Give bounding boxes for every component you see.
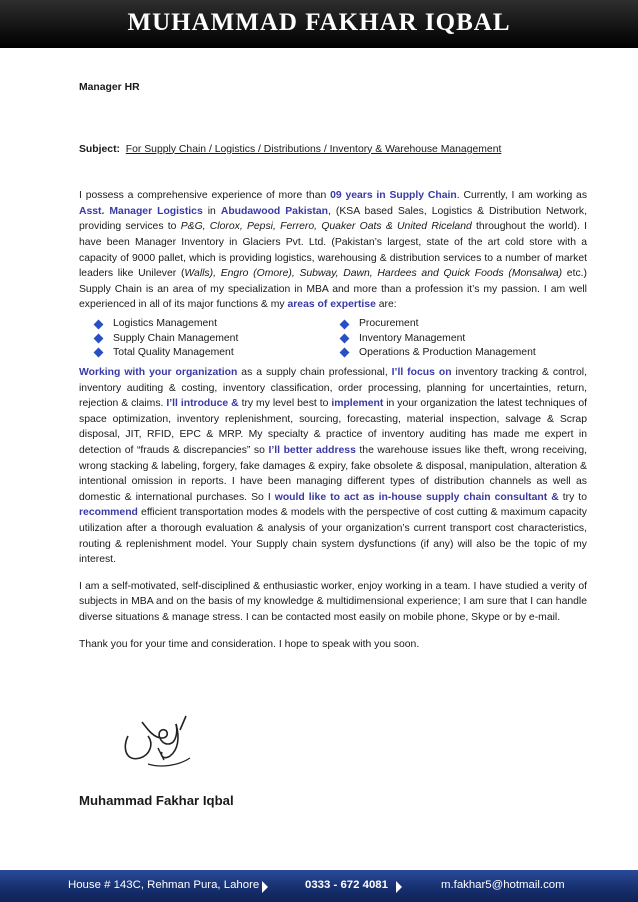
highlight-company: Abudawood Pakistan (220, 205, 328, 217)
highlight-recommend: recommend (79, 507, 138, 519)
diamond-bullet-icon (94, 348, 104, 358)
brands-list: P&G, Clorox, Pepsi, Ferrero, Quaker Oats & United Riceland (180, 221, 472, 233)
list-item: Procurement (339, 317, 585, 331)
highlight-introduce: I’ll introduce & (166, 398, 239, 410)
list-item: Inventory Management (339, 331, 585, 345)
diamond-bullet-icon (340, 348, 350, 358)
highlight-focus: I’ll focus on (391, 367, 452, 379)
footer-address: House # 143C, Rehman Pura, Lahore (68, 879, 260, 891)
signature-name: Muhammad Fakhar Iqbal (79, 793, 234, 808)
diamond-bullet-icon (94, 319, 104, 329)
highlight-consultant: would like to act as in-house supply chain consultant & (274, 491, 559, 503)
signature-image (118, 708, 213, 770)
highlight-working: Working with your organization (79, 367, 238, 379)
highlight-expertise: areas of expertise (287, 299, 376, 311)
expertise-list (93, 317, 587, 360)
recipient: Manager HR (79, 82, 140, 93)
diamond-bullet-icon (340, 319, 350, 329)
expertise-column-left (93, 317, 339, 360)
list-item: Supply Chain Management (93, 331, 339, 345)
highlight-implement: implement (331, 398, 384, 410)
list-item: Operations & Production Management (339, 346, 585, 360)
highlight-position: Asst. Manager Logistics (79, 205, 203, 217)
sender-name-title: MUHAMMAD FAKHAR IQBAL (127, 9, 511, 36)
arrow-right-icon (262, 881, 268, 893)
paragraph-closing: Thank you for your time and consideration. I hope to speak with you soon. (79, 638, 420, 650)
list-item: Total Quality Management (93, 346, 339, 360)
footer-phone[interactable]: 0333 - 672 4081 (305, 879, 388, 891)
expertise-column-right (339, 317, 585, 360)
footer-email[interactable]: m.fakhar5@hotmail.com (441, 879, 565, 891)
footer-contact-bar (0, 870, 638, 902)
highlight-address: I’ll better address (268, 445, 356, 457)
diamond-bullet-icon (340, 334, 350, 344)
paragraph-personal: I am a self-motivated, self-disciplined & enthusiastic worker, enjoy working in a team. I have studied a verity of subjects in MBA and on the basis of my knowledge & multidimensional experience; I am sure that I can handle diverse situations & manage stress. I can be contacted most easily on mobile phone, Skype or by e-mail. (79, 580, 587, 624)
subject-label: Subject: (79, 143, 120, 155)
diamond-bullet-icon (94, 334, 104, 344)
paragraph-experience: I possess a comprehensive experience of more than 09 years in Supply Chain. Currently, I am working as Asst. Manager Logistics in Abudawood Pakistan, (KSA based Sales, Logistics & Distribution Network, providing services to P&G, Clorox, Pepsi, Ferrero, Quaker Oats & United Riceland throughout the world). I have been Manager Inventory in Glaciers Pvt. Ltd. (Pakistan’s largest, state of the art cold store with a capacity of 9000 pallet, which is providing logistics, warehousing & distribution services to a number of market leaders like Unilever (Walls), Engro (Omore), Subway, Dawn, Hardees and Quick Foods (Monsalwa) etc.) Supply Chain is an area of my specialization in MBA and more than a profession it’s my passion. I am well experienced in all of its major functions & my areas of expertise are: (79, 190, 588, 311)
header-banner (0, 0, 638, 48)
list-item: Logistics Management (93, 317, 339, 331)
subject-line (79, 142, 587, 158)
paragraph-contribution: Working with your organization as a supply chain professional, I’ll focus on inventory tracking & control, inventory auditing & costing, inventory classification, order processing, planning for uncertainties, return, rejection & claims. I’ll introduce & try my level best to implement in your organization the latest techniques of space optimization, inventory replenishment, sourcing, forecasting, material inspection, salvage & Scrap disposal, JIT, RFID, EPC & MRP. My specialty & practice of inventory auditing has made me expert in detection of “frauds & discrepancies” so I’ll better address the warehouse issues like theft, wrong receiving, wrong stacking & labeling, forgery, fake damages & expiry, fake obsolete & disposal, manipulation, alteration & intentional omission in reports. I have been managing different types of distribution channels as well as domestic & international purchases. So I would like to act as in-house supply chain consultant & try to recommend efficient transportation modes & models with the perspective of cost cutting & maximum capacity utilization after a thorough evaluation & analysis of your organization’s current transport cost characteristics, routing & replenishment model. Your Supply chain system dysfunctions (if any) will also be the topic of my interest. (79, 367, 587, 566)
highlight-years: 09 years in Supply Chain (330, 190, 457, 202)
letter-body (79, 80, 587, 652)
subject-text: For Supply Chain / Logistics / Distributions / Inventory & Warehouse Management (125, 143, 502, 155)
arrow-right-icon (396, 881, 402, 893)
clients-list: Walls), Engro (Omore), Subway, Dawn, Hardees and Quick Foods (Monsalwa) (184, 268, 563, 280)
